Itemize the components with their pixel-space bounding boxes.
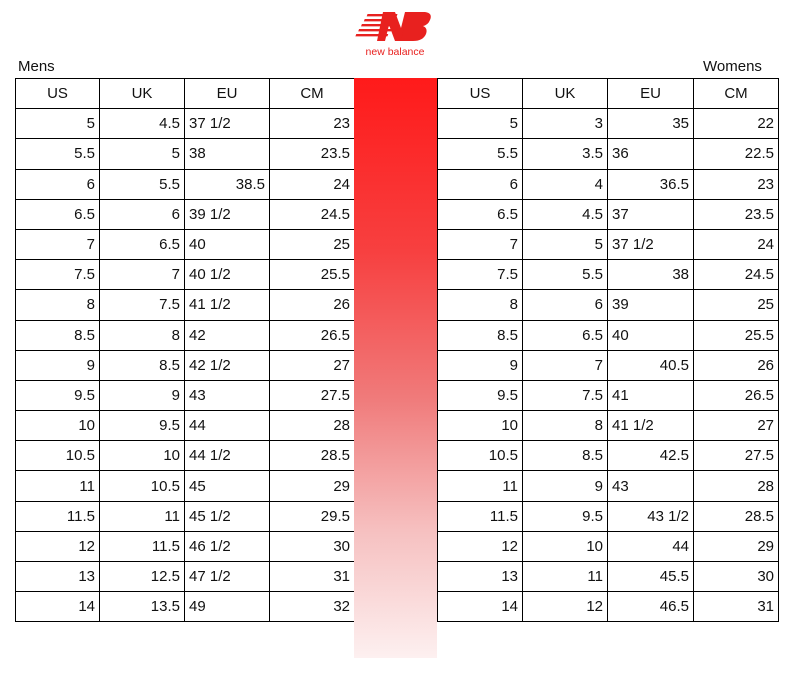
table-cell: 12.5 [100,562,185,592]
table-row [438,320,779,350]
table-cell: 44 1/2 [185,441,270,471]
table-cell: 8 [523,411,608,441]
table-row [438,290,779,320]
column-header: EU [185,79,270,109]
table-row [16,592,355,622]
table-cell: 11 [438,471,523,501]
table-cell: 40.5 [608,350,694,380]
table-cell: 27 [694,411,779,441]
table-row [16,320,355,350]
column-header: UK [100,79,185,109]
table-cell: 26.5 [270,320,355,350]
table-cell: 5.5 [16,139,100,169]
table-row [16,229,355,259]
table-cell: 9 [438,350,523,380]
table-cell: 8 [16,290,100,320]
table-cell: 7.5 [16,260,100,290]
table-cell: 5 [438,109,523,139]
table-row [16,139,355,169]
table-cell: 39 1/2 [185,199,270,229]
table-cell: 4 [523,169,608,199]
table-cell: 42 1/2 [185,350,270,380]
table-header-row [438,79,779,109]
table-cell: 11 [523,562,608,592]
table-cell: 49 [185,592,270,622]
table-row [438,592,779,622]
table-cell: 23.5 [694,199,779,229]
table-cell: 23 [270,109,355,139]
table-cell: 31 [694,592,779,622]
womens-size-table [437,78,779,622]
table-cell: 32 [270,592,355,622]
table-cell: 31 [270,562,355,592]
table-cell: 28.5 [694,501,779,531]
table-cell: 25.5 [270,260,355,290]
table-cell: 6 [16,169,100,199]
table-cell: 24 [270,169,355,199]
table-cell: 12 [523,592,608,622]
table-cell: 12 [438,531,523,561]
table-cell: 11.5 [438,501,523,531]
table-row [438,139,779,169]
column-header: US [438,79,523,109]
table-cell: 41 1/2 [608,411,694,441]
table-cell: 3 [523,109,608,139]
table-cell: 47 1/2 [185,562,270,592]
table-cell: 8.5 [438,320,523,350]
table-row [438,531,779,561]
table-cell: 23.5 [270,139,355,169]
table-cell: 37 [608,199,694,229]
table-row [16,380,355,410]
table-cell: 4.5 [523,199,608,229]
table-row [16,199,355,229]
table-cell: 11 [100,501,185,531]
table-cell: 8.5 [523,441,608,471]
table-cell: 7 [438,229,523,259]
brand-name: new balance [365,46,425,58]
table-row [16,350,355,380]
table-cell: 6 [438,169,523,199]
table-row [16,441,355,471]
table-cell: 11.5 [16,501,100,531]
table-cell: 41 1/2 [185,290,270,320]
table-row [438,501,779,531]
table-row [16,109,355,139]
table-cell: 5 [16,109,100,139]
table-row [438,380,779,410]
table-cell: 42 [185,320,270,350]
table-row [438,109,779,139]
table-cell: 25 [270,229,355,259]
table-cell: 13 [16,562,100,592]
column-header: CM [270,79,355,109]
table-cell: 11.5 [100,531,185,561]
table-cell: 28 [270,411,355,441]
table-cell: 5.5 [438,139,523,169]
table-cell: 5 [523,229,608,259]
table-cell: 7 [16,229,100,259]
table-row [438,350,779,380]
table-row [438,441,779,471]
table-row [16,260,355,290]
table-cell: 45 [185,471,270,501]
table-cell: 43 [185,380,270,410]
table-cell: 6 [100,199,185,229]
table-cell: 8.5 [100,350,185,380]
table-cell: 8 [100,320,185,350]
table-cell: 29.5 [270,501,355,531]
table-cell: 25.5 [694,320,779,350]
table-cell: 9 [523,471,608,501]
table-row [438,199,779,229]
table-cell: 7 [100,260,185,290]
table-cell: 10 [100,441,185,471]
table-cell: 6.5 [438,199,523,229]
table-cell: 27.5 [694,441,779,471]
table-cell: 5 [100,139,185,169]
table-row [438,229,779,259]
brand-logo [355,10,435,60]
table-cell: 24.5 [694,260,779,290]
column-header: UK [523,79,608,109]
table-cell: 42.5 [608,441,694,471]
table-cell: 9.5 [523,501,608,531]
mens-size-table [15,78,355,622]
table-cell: 43 1/2 [608,501,694,531]
column-header: EU [608,79,694,109]
table-cell: 9 [100,380,185,410]
table-cell: 37 1/2 [185,109,270,139]
table-row [438,169,779,199]
table-cell: 10 [16,411,100,441]
table-cell: 7 [523,350,608,380]
table-cell: 25 [694,290,779,320]
table-row [16,169,355,199]
table-cell: 9.5 [438,380,523,410]
table-cell: 10.5 [438,441,523,471]
table-cell: 10 [438,411,523,441]
table-cell: 23 [694,169,779,199]
nb-logo-icon [355,10,435,44]
table-cell: 44 [608,531,694,561]
table-row [16,562,355,592]
table-row [16,531,355,561]
table-cell: 6.5 [523,320,608,350]
table-cell: 5.5 [100,169,185,199]
brand-gradient-bar [354,78,437,658]
table-cell: 45.5 [608,562,694,592]
table-cell: 38 [185,139,270,169]
table-cell: 10 [523,531,608,561]
table-cell: 14 [438,592,523,622]
table-cell: 36 [608,139,694,169]
table-cell: 36.5 [608,169,694,199]
table-cell: 26.5 [694,380,779,410]
table-cell: 4.5 [100,109,185,139]
table-cell: 27.5 [270,380,355,410]
table-cell: 14 [16,592,100,622]
table-cell: 28.5 [270,441,355,471]
table-cell: 10.5 [16,441,100,471]
table-cell: 8.5 [16,320,100,350]
table-cell: 24.5 [270,199,355,229]
table-cell: 13 [438,562,523,592]
table-cell: 22.5 [694,139,779,169]
table-cell: 30 [694,562,779,592]
table-cell: 41 [608,380,694,410]
table-row [16,290,355,320]
table-cell: 43 [608,471,694,501]
table-cell: 9.5 [100,411,185,441]
table-row [438,411,779,441]
table-cell: 13.5 [100,592,185,622]
table-header-row [16,79,355,109]
table-cell: 26 [694,350,779,380]
table-cell: 27 [270,350,355,380]
table-cell: 5.5 [523,260,608,290]
table-cell: 12 [16,531,100,561]
table-cell: 40 [608,320,694,350]
column-header: US [16,79,100,109]
table-cell: 45 1/2 [185,501,270,531]
table-cell: 22 [694,109,779,139]
table-cell: 24 [694,229,779,259]
table-row [438,260,779,290]
table-cell: 6 [523,290,608,320]
table-cell: 7.5 [100,290,185,320]
table-cell: 11 [16,471,100,501]
table-cell: 37 1/2 [608,229,694,259]
table-row [16,501,355,531]
table-cell: 29 [270,471,355,501]
table-row [438,562,779,592]
table-cell: 38 [608,260,694,290]
table-cell: 46.5 [608,592,694,622]
table-cell: 8 [438,290,523,320]
womens-label: Womens [703,58,762,75]
table-cell: 29 [694,531,779,561]
table-row [16,471,355,501]
table-cell: 38.5 [185,169,270,199]
table-cell: 3.5 [523,139,608,169]
table-cell: 6.5 [100,229,185,259]
table-cell: 7.5 [438,260,523,290]
table-cell: 7.5 [523,380,608,410]
table-cell: 9 [16,350,100,380]
column-header: CM [694,79,779,109]
table-cell: 30 [270,531,355,561]
table-cell: 46 1/2 [185,531,270,561]
table-cell: 35 [608,109,694,139]
table-cell: 26 [270,290,355,320]
table-cell: 10.5 [100,471,185,501]
table-cell: 6.5 [16,199,100,229]
table-cell: 44 [185,411,270,441]
table-cell: 9.5 [16,380,100,410]
table-cell: 28 [694,471,779,501]
table-cell: 40 [185,229,270,259]
table-cell: 40 1/2 [185,260,270,290]
mens-label: Mens [18,58,55,75]
table-row [438,471,779,501]
table-row [16,411,355,441]
table-cell: 39 [608,290,694,320]
